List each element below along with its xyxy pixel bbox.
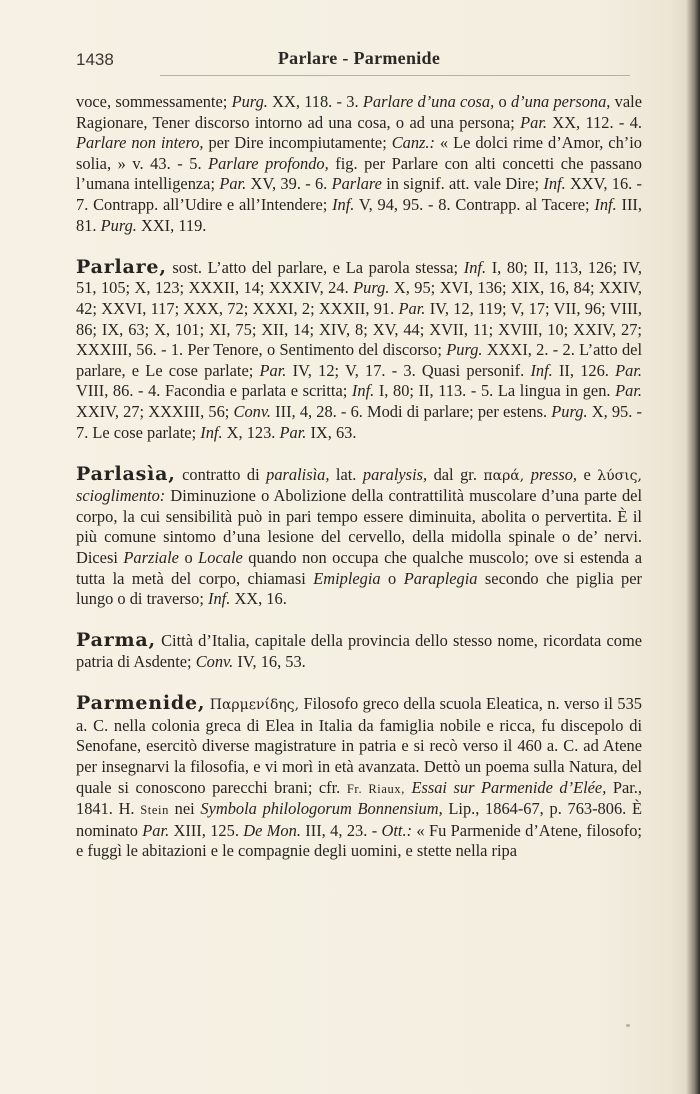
entry-parlasia: Parlasìa, contratto di paralisìa, lat. paralysis, dal gr. παρά, presso, e λύσις, scioglimento: Diminuzione o Abolizione della contrattilità muscolare d’una parte del corpo, la cui sensibilità può in pari tempo essere diminuita, abolita o pervertita. È il più comune sintomo d’una lesione del cervello, della midolla spinale o de’ nervi. Dicesi Parziale o Locale quando non occupa che qualche muscolo; ove si estenda a tutta la metà del corpo, chiamasi Emiplegia o Paraplegia secondo che piglia per lungo o di traverso; Inf. XX, 16. — [76, 462, 642, 609]
page-edge-shadow — [686, 0, 700, 1094]
running-title: Parlare - Parmenide — [277, 48, 441, 68]
dictionary-text — [76, 92, 642, 883]
page-number: 1438 — [76, 50, 114, 69]
entry-parlare: Parlare, sost. L’atto del parlare, e La parola stessa; Inf. I, 80; II, 113, 126; IV, 51, 105; X, 123; XXXII, 14; XXXIV, 24. Purg. X, 95; XVI, 136; XIX, 16, 84; XXIV, 42; XXVI, 117; XXX, 72; XXXI, 2; XXXII, 91. Par. IV, 12, 119; V, 17; VII, 96; VIII, 86; IX, 63; X, 101; XI, 75; XII, 14; XIV, 8; XV, 44; XVII, 11; XVIII, 10; XXIV, 27; XXXIII, 56. - 1. Per Tenore, o Sentimento del discorso; Purg. XXXI, 2. - 2. L’atto del parlare, e Le cose parlate; Par. IV, 12; V, 17. - 3. Quasi personif. Inf. II, 126. Par. VIII, 86. - 4. Facondia e parlata e scritta; Inf. I, 80; II, 113. - 5. La lingua in gen. Par. XXIV, 27; XXXIII, 56; Conv. III, 4, 28. - 6. Modi di parlare; per estens. Purg. X, 95. - 7. Le cose parlate; Inf. X, 123. Par. IX, 63. — [76, 255, 642, 442]
entry-continuation: voce, sommessamente; Purg. XX, 118. - 3. Parlare d’una cosa, o d’una persona, vale Ragionare, Tener discorso intorno ad una cosa, o ad una persona; Par. XX, 112. - 4. Parlare non intero, per Dire incompiutamente; Canz.: « Le dolci rime d’Amor, ch’io solia, » v. 43. - 5. Parlare profondo, fig. per Parlare con alti concetti che passano l’umana intelligenza; Par. XV, 39. - 6. Parlare in signif. att. vale Dire; Inf. XXV, 16. - 7. Contrapp. all’Udire e all’Intendere; Inf. V, 94, 95. - 8. Contrapp. al Tacere; Inf. III, 81. Purg. XXI, 119. — [76, 92, 642, 235]
headword-parlare: Parlare, — [76, 255, 167, 278]
page-header — [76, 48, 642, 72]
headword-parmenide: Parmenide, — [76, 692, 206, 715]
header-rule — [160, 75, 630, 76]
entry-parmenide: Parmenide, Παρμενίδης, Filosofo greco della scuola Eleatica, n. verso il 535 a. C. nella colonia greca di Elea in Italia da famiglia nobile e ricca, fu discepolo di Senofane, esercitò diverse magistrature in patria e si recò verso il 460 a. C. ad Atene per insegnarvi la filosofia, e vi morì in età avanzata. Dettò un poema sulla Natura, del quale si conoscono parecchi brani; cfr. Fr. Riaux, Essai sur Parmenide d’Elée, Par., 1841. H. Stein nei Symbola philologorum Bonnensium, Lip., 1864-67, p. 763-806. È nominato Par. XIII, 125. De Mon. III, 4, 23. - Ott.: « Fu Parmenide d’Atene, filosofo; e fuggì le abitazioni e le compagnie degli uomini, e stette nella ripa — [76, 692, 642, 861]
headword-parma: Parma, — [76, 629, 156, 652]
headword-parlasia: Parlasìa, — [76, 462, 176, 485]
entry-parma: Parma, Città d’Italia, capitale della provincia dello stesso nome, ricordata come patria di Asdente; Conv. IV, 16, 53. — [76, 629, 642, 672]
print-speck — [626, 1024, 630, 1027]
